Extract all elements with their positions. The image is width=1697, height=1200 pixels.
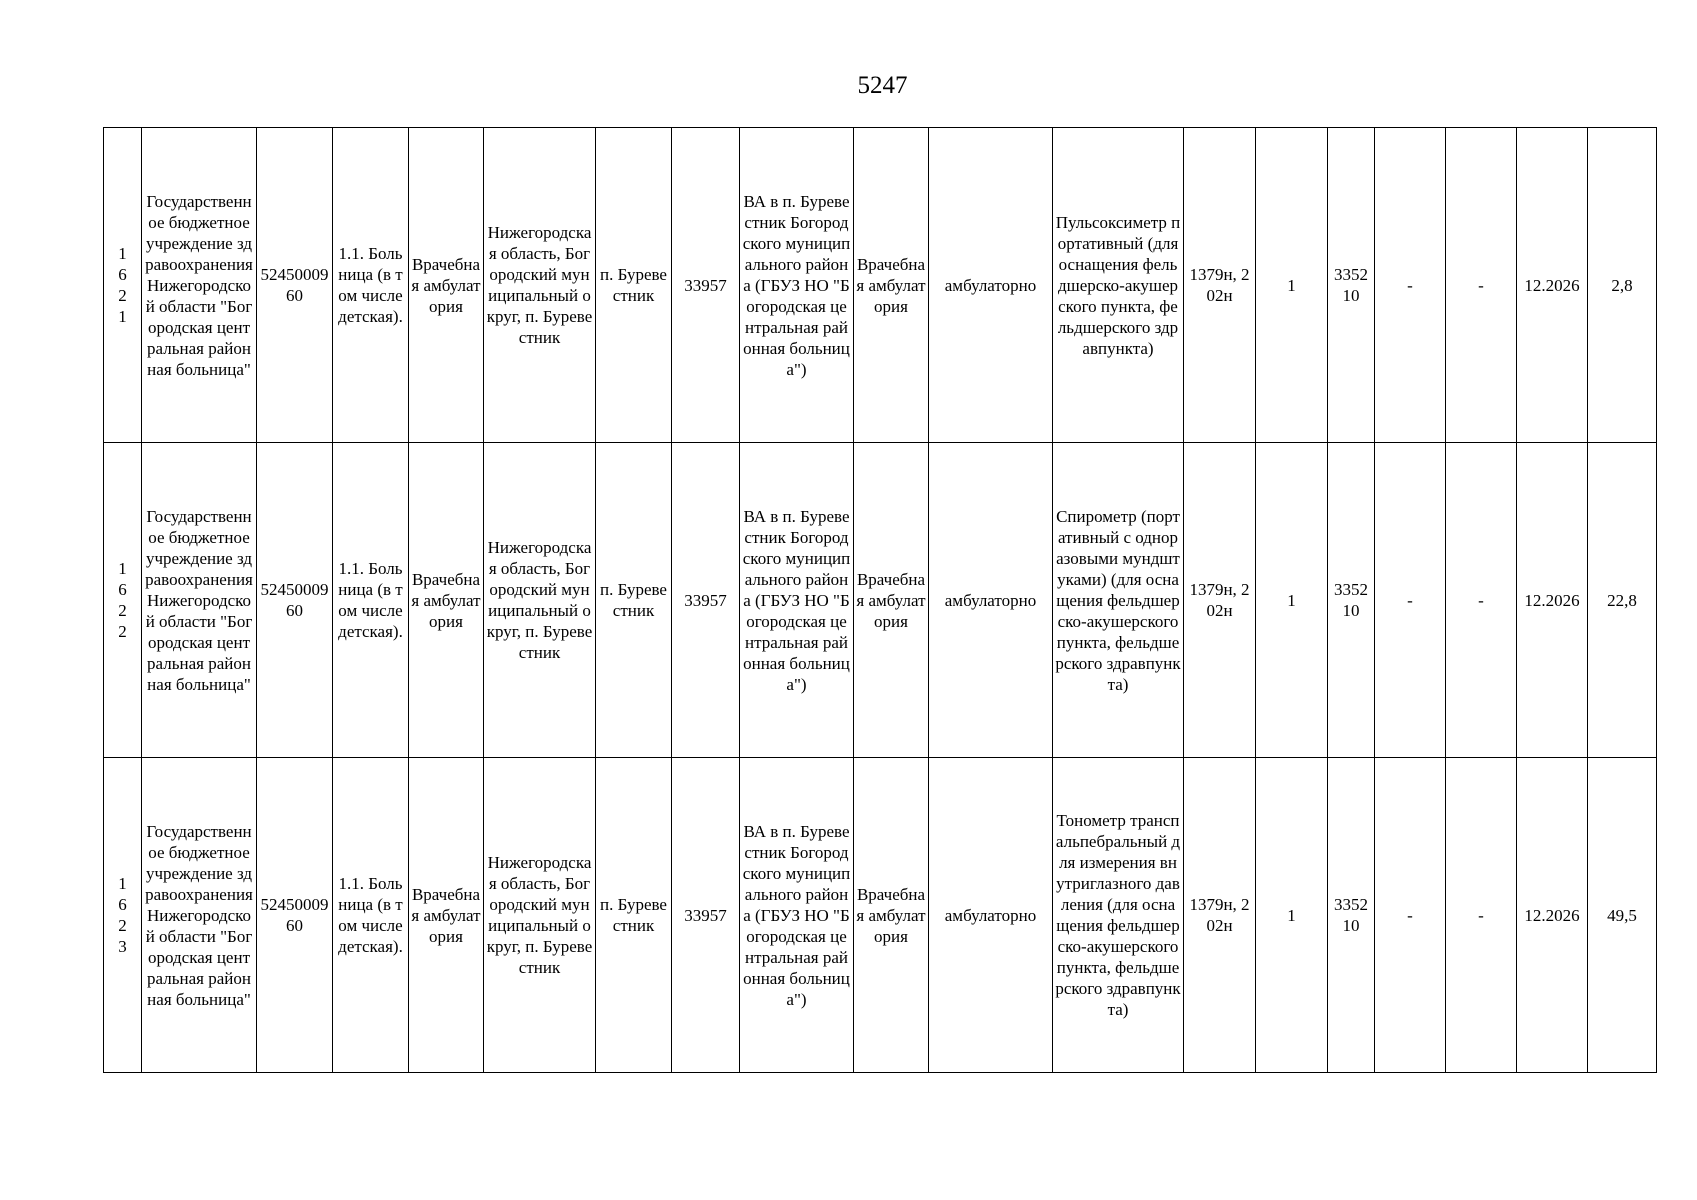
institution-type: 1.1. Больница (в том числе детская). — [333, 758, 409, 1073]
okato-code: 33957 — [672, 128, 740, 443]
locality: п. Буревестник — [596, 128, 672, 443]
address: Нижегородская область, Богородский муниципальный округ, п. Буревестник — [484, 758, 596, 1073]
row-number: 1 6 2 2 — [104, 443, 142, 758]
okato-code: 33957 — [672, 758, 740, 1073]
empty-value-2: - — [1446, 443, 1517, 758]
equipment-table — [103, 127, 1657, 1073]
care-mode: амбулаторно — [929, 128, 1053, 443]
row-number: 1 6 2 1 — [104, 128, 142, 443]
quantity: 1 — [1256, 758, 1328, 1073]
due-date: 12.2026 — [1517, 443, 1588, 758]
quantity: 1 — [1256, 128, 1328, 443]
unit-name-2: Врачебная амбулатория — [854, 443, 929, 758]
unit-name: Врачебная амбулатория — [409, 758, 484, 1073]
care-mode: амбулаторно — [929, 758, 1053, 1073]
table-row — [104, 128, 1657, 443]
empty-value-1: - — [1375, 758, 1446, 1073]
organization-name: Государственное бюджетное учреждение здравоохранения Нижегородской области "Богородская центральная районная больница" — [142, 443, 257, 758]
address: Нижегородская область, Богородский муниципальный округ, п. Буревестник — [484, 128, 596, 443]
organization-code: 5245000960 — [257, 443, 333, 758]
locality: п. Буревестник — [596, 443, 672, 758]
organization-name: Государственное бюджетное учреждение здравоохранения Нижегородской области "Богородская центральная районная больница" — [142, 128, 257, 443]
unit-name-2: Врачебная амбулатория — [854, 128, 929, 443]
address: Нижегородская область, Богородский муниципальный округ, п. Буревестник — [484, 443, 596, 758]
empty-value-2: - — [1446, 758, 1517, 1073]
institution-type: 1.1. Больница (в том числе детская). — [333, 128, 409, 443]
due-date: 12.2026 — [1517, 128, 1588, 443]
price: 2,8 — [1588, 128, 1657, 443]
unit-name-2: Врачебная амбулатория — [854, 758, 929, 1073]
equipment-name: Пульсоксиметр портативный (для оснащения фельдшерско-акушерского пункта, фельдшерского здравпункта) — [1053, 128, 1184, 443]
organization-code: 5245000960 — [257, 758, 333, 1073]
order-reference: 1379н, 202н — [1184, 128, 1256, 443]
facility-name: ВА в п. Буревестник Богородского муниципального района (ГБУЗ НО "Богородская центральная районная больница") — [740, 758, 854, 1073]
empty-value-1: - — [1375, 128, 1446, 443]
classifier-code: 335210 — [1328, 128, 1375, 443]
classifier-code: 335210 — [1328, 443, 1375, 758]
institution-type: 1.1. Больница (в том числе детская). — [333, 443, 409, 758]
order-reference: 1379н, 202н — [1184, 443, 1256, 758]
due-date: 12.2026 — [1517, 758, 1588, 1073]
table-row — [104, 758, 1657, 1073]
care-mode: амбулаторно — [929, 443, 1053, 758]
facility-name: ВА в п. Буревестник Богородского муниципального района (ГБУЗ НО "Богородская центральная районная больница") — [740, 128, 854, 443]
organization-name: Государственное бюджетное учреждение здравоохранения Нижегородской области "Богородская центральная районная больница" — [142, 758, 257, 1073]
facility-name: ВА в п. Буревестник Богородского муниципального района (ГБУЗ НО "Богородская центральная районная больница") — [740, 443, 854, 758]
okato-code: 33957 — [672, 443, 740, 758]
price: 22,8 — [1588, 443, 1657, 758]
equipment-name: Тонометр транспальпебральный для измерения внутриглазного давления (для оснащения фельдшерско-акушерского пункта, фельдшерского здравпункта) — [1053, 758, 1184, 1073]
locality: п. Буревестник — [596, 758, 672, 1073]
organization-code: 5245000960 — [257, 128, 333, 443]
unit-name: Врачебная амбулатория — [409, 128, 484, 443]
order-reference: 1379н, 202н — [1184, 758, 1256, 1073]
empty-value-1: - — [1375, 443, 1446, 758]
page-number: 5247 — [857, 72, 908, 99]
quantity: 1 — [1256, 443, 1328, 758]
unit-name: Врачебная амбулатория — [409, 443, 484, 758]
empty-value-2: - — [1446, 128, 1517, 443]
table-row — [104, 443, 1657, 758]
classifier-code: 335210 — [1328, 758, 1375, 1073]
row-number: 1 6 2 3 — [104, 758, 142, 1073]
price: 49,5 — [1588, 758, 1657, 1073]
equipment-name: Спирометр (портативный с одноразовыми мундштуками) (для оснащения фельдшерско-акушерского пункта, фельдшерского здравпункта) — [1053, 443, 1184, 758]
